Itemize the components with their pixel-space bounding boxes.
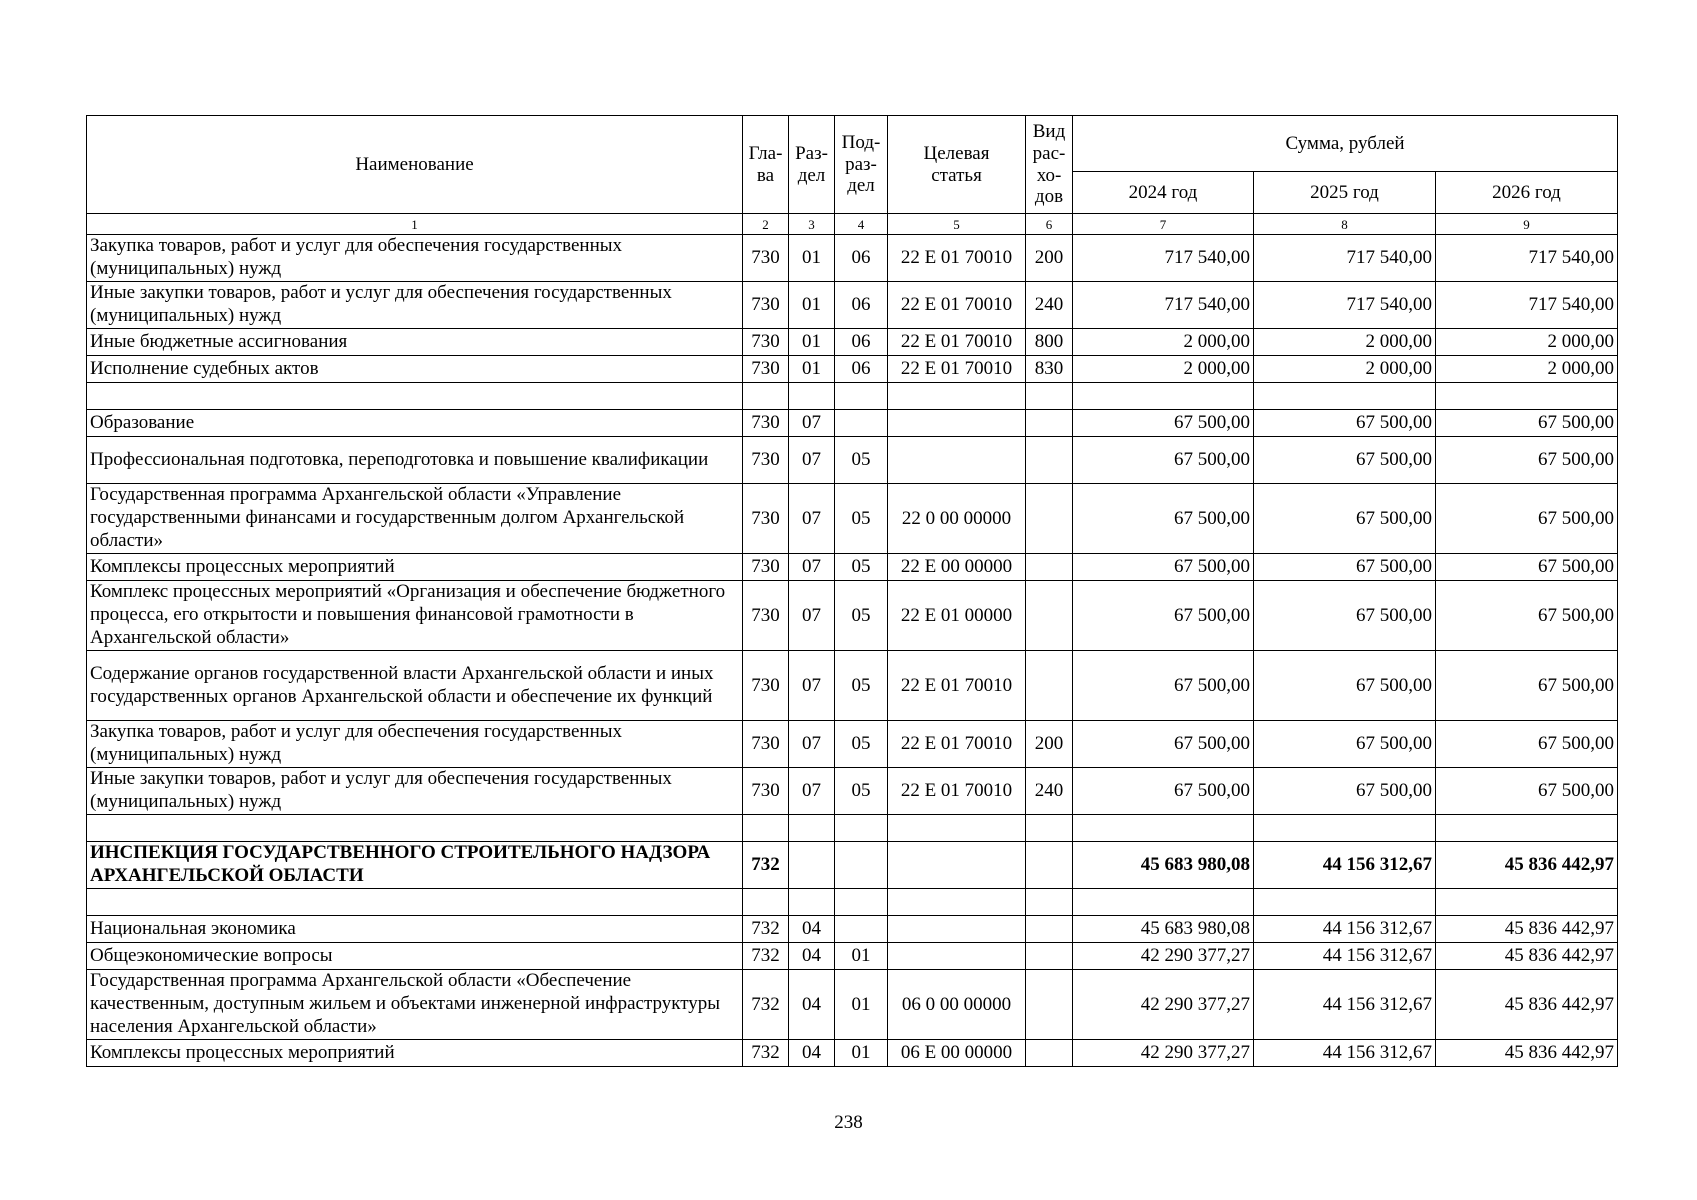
row-section <box>789 383 835 410</box>
row-amount-2025: 44 156 312,67 <box>1254 943 1436 970</box>
row-amount-2025: 44 156 312,67 <box>1254 1040 1436 1067</box>
column-number: 4 <box>835 214 888 235</box>
header-year-2025: 2025 год <box>1254 172 1436 214</box>
row-name: Национальная экономика <box>87 916 743 943</box>
row-section: 07 <box>789 651 835 721</box>
row-subsection: 05 <box>835 484 888 554</box>
row-expense-type: 830 <box>1026 356 1073 383</box>
row-amount-2024: 67 500,00 <box>1073 581 1254 651</box>
row-section: 07 <box>789 484 835 554</box>
row-amount-2026: 45 836 442,97 <box>1436 943 1618 970</box>
row-subsection <box>835 383 888 410</box>
table-row <box>87 842 1618 889</box>
row-section: 01 <box>789 282 835 329</box>
row-amount-2024: 42 290 377,27 <box>1073 1040 1254 1067</box>
row-amount-2026: 67 500,00 <box>1436 437 1618 484</box>
row-subsection: 06 <box>835 235 888 282</box>
row-amount-2024: 67 500,00 <box>1073 484 1254 554</box>
row-chapter: 730 <box>743 282 789 329</box>
header-subsection: Под- раз- дел <box>835 116 888 214</box>
row-target-article <box>888 437 1026 484</box>
row-section: 07 <box>789 554 835 581</box>
column-number: 2 <box>743 214 789 235</box>
row-amount-2026: 717 540,00 <box>1436 282 1618 329</box>
row-amount-2024: 67 500,00 <box>1073 410 1254 437</box>
row-amount-2026 <box>1436 383 1618 410</box>
row-name: Комплексы процессных мероприятий <box>87 1040 743 1067</box>
row-chapter: 730 <box>743 554 789 581</box>
row-expense-type <box>1026 484 1073 554</box>
row-amount-2025: 2 000,00 <box>1254 356 1436 383</box>
row-section: 07 <box>789 721 835 768</box>
row-amount-2026: 67 500,00 <box>1436 651 1618 721</box>
row-subsection: 05 <box>835 437 888 484</box>
row-amount-2024: 67 500,00 <box>1073 437 1254 484</box>
row-chapter: 730 <box>743 437 789 484</box>
row-amount-2025: 67 500,00 <box>1254 410 1436 437</box>
row-target-article <box>888 916 1026 943</box>
table-row <box>87 721 1618 768</box>
page-number: 238 <box>834 1112 863 1133</box>
table-row <box>87 651 1618 721</box>
row-subsection: 05 <box>835 721 888 768</box>
row-target-article: 06 Е 00 00000 <box>888 1040 1026 1067</box>
row-amount-2026 <box>1436 815 1618 842</box>
row-expense-type <box>1026 651 1073 721</box>
row-chapter: 730 <box>743 235 789 282</box>
row-chapter: 730 <box>743 410 789 437</box>
row-section: 04 <box>789 1040 835 1067</box>
row-subsection: 05 <box>835 554 888 581</box>
row-section: 01 <box>789 356 835 383</box>
header-year-2026: 2026 год <box>1436 172 1618 214</box>
column-number-row <box>87 214 1618 235</box>
row-amount-2025 <box>1254 889 1436 916</box>
row-name <box>87 383 743 410</box>
row-amount-2026 <box>1436 889 1618 916</box>
table-row <box>87 768 1618 815</box>
row-target-article <box>888 943 1026 970</box>
row-amount-2026: 2 000,00 <box>1436 356 1618 383</box>
row-expense-type <box>1026 383 1073 410</box>
row-amount-2024 <box>1073 383 1254 410</box>
table-row <box>87 970 1618 1040</box>
row-subsection: 06 <box>835 282 888 329</box>
row-amount-2025: 67 500,00 <box>1254 437 1436 484</box>
column-number: 5 <box>888 214 1026 235</box>
table-row <box>87 943 1618 970</box>
column-number: 8 <box>1254 214 1436 235</box>
row-expense-type <box>1026 410 1073 437</box>
table-row <box>87 581 1618 651</box>
table-header <box>87 116 1618 235</box>
row-subsection: 05 <box>835 651 888 721</box>
row-target-article: 22 Е 01 70010 <box>888 282 1026 329</box>
table-row <box>87 282 1618 329</box>
column-number: 6 <box>1026 214 1073 235</box>
row-name: Закупка товаров, работ и услуг для обеспечения государственных (муниципальных) нужд <box>87 721 743 768</box>
row-target-article: 22 0 00 00000 <box>888 484 1026 554</box>
row-subsection <box>835 889 888 916</box>
row-subsection: 01 <box>835 943 888 970</box>
row-amount-2026: 67 500,00 <box>1436 721 1618 768</box>
row-subsection: 01 <box>835 1040 888 1067</box>
table-row <box>87 410 1618 437</box>
row-expense-type <box>1026 554 1073 581</box>
row-chapter: 730 <box>743 484 789 554</box>
row-target-article: 22 Е 01 70010 <box>888 235 1026 282</box>
table-row <box>87 889 1618 916</box>
row-target-article: 22 Е 01 70010 <box>888 721 1026 768</box>
row-chapter: 732 <box>743 970 789 1040</box>
row-expense-type <box>1026 943 1073 970</box>
row-chapter: 730 <box>743 651 789 721</box>
row-expense-type: 200 <box>1026 721 1073 768</box>
row-target-article: 22 Е 01 70010 <box>888 329 1026 356</box>
row-name: ИНСПЕКЦИЯ ГОСУДАРСТВЕННОГО СТРОИТЕЛЬНОГО НАДЗОРА АРХАНГЕЛЬСКОЙ ОБЛАСТИ <box>87 842 743 889</box>
table-row <box>87 383 1618 410</box>
row-section: 07 <box>789 437 835 484</box>
row-subsection <box>835 815 888 842</box>
row-expense-type <box>1026 889 1073 916</box>
row-amount-2026: 67 500,00 <box>1436 768 1618 815</box>
row-amount-2024: 45 683 980,08 <box>1073 916 1254 943</box>
row-target-article <box>888 383 1026 410</box>
row-expense-type: 200 <box>1026 235 1073 282</box>
row-amount-2024: 2 000,00 <box>1073 356 1254 383</box>
row-expense-type <box>1026 916 1073 943</box>
row-amount-2025: 44 156 312,67 <box>1254 970 1436 1040</box>
row-name: Иные закупки товаров, работ и услуг для обеспечения государственных (муниципальных) нужд <box>87 768 743 815</box>
row-amount-2025: 717 540,00 <box>1254 282 1436 329</box>
table-row <box>87 554 1618 581</box>
row-amount-2026: 45 836 442,97 <box>1436 842 1618 889</box>
table-row <box>87 437 1618 484</box>
table-row <box>87 329 1618 356</box>
row-amount-2024: 45 683 980,08 <box>1073 842 1254 889</box>
row-name: Государственная программа Архангельской области «Управление государственными финансами и государственным долгом Архангельской области» <box>87 484 743 554</box>
table-row <box>87 484 1618 554</box>
table-body <box>87 235 1618 1067</box>
row-chapter: 730 <box>743 581 789 651</box>
row-amount-2024: 717 540,00 <box>1073 235 1254 282</box>
row-amount-2024: 67 500,00 <box>1073 768 1254 815</box>
column-number: 3 <box>789 214 835 235</box>
row-amount-2024 <box>1073 889 1254 916</box>
table-row <box>87 235 1618 282</box>
row-expense-type <box>1026 815 1073 842</box>
row-amount-2024: 67 500,00 <box>1073 721 1254 768</box>
row-amount-2025 <box>1254 815 1436 842</box>
table-row <box>87 815 1618 842</box>
row-amount-2026: 45 836 442,97 <box>1436 916 1618 943</box>
row-amount-2026: 67 500,00 <box>1436 410 1618 437</box>
header-sum: Сумма, рублей <box>1073 116 1618 172</box>
row-chapter: 732 <box>743 916 789 943</box>
row-target-article <box>888 889 1026 916</box>
row-chapter: 732 <box>743 1040 789 1067</box>
row-amount-2025: 2 000,00 <box>1254 329 1436 356</box>
header-chapter: Гла- ва <box>743 116 789 214</box>
row-target-article: 22 Е 01 70010 <box>888 651 1026 721</box>
row-name: Государственная программа Архангельской области «Обеспечение качественным, доступным жильем и объектами инженерной инфраструктуры населения Архангельской области» <box>87 970 743 1040</box>
row-target-article: 22 Е 01 70010 <box>888 356 1026 383</box>
row-name: Комплексы процессных мероприятий <box>87 554 743 581</box>
row-name: Общеэкономические вопросы <box>87 943 743 970</box>
row-amount-2025: 44 156 312,67 <box>1254 842 1436 889</box>
row-amount-2026: 45 836 442,97 <box>1436 970 1618 1040</box>
row-expense-type: 240 <box>1026 768 1073 815</box>
row-name: Закупка товаров, работ и услуг для обеспечения государственных (муниципальных) нужд <box>87 235 743 282</box>
row-amount-2026: 45 836 442,97 <box>1436 1040 1618 1067</box>
row-amount-2025 <box>1254 383 1436 410</box>
row-chapter: 730 <box>743 356 789 383</box>
table-row <box>87 1040 1618 1067</box>
row-amount-2026: 717 540,00 <box>1436 235 1618 282</box>
row-target-article: 22 Е 01 00000 <box>888 581 1026 651</box>
row-name: Содержание органов государственной власти Архангельской области и иных государственных органов Архангельской области и обеспечение их функций <box>87 651 743 721</box>
row-subsection <box>835 916 888 943</box>
row-expense-type: 800 <box>1026 329 1073 356</box>
row-expense-type: 240 <box>1026 282 1073 329</box>
budget-table <box>86 115 1618 1067</box>
row-name: Образование <box>87 410 743 437</box>
row-amount-2024: 2 000,00 <box>1073 329 1254 356</box>
row-subsection <box>835 842 888 889</box>
row-amount-2025: 44 156 312,67 <box>1254 916 1436 943</box>
header-name: Наименование <box>87 116 743 214</box>
row-amount-2026: 67 500,00 <box>1436 554 1618 581</box>
row-subsection: 06 <box>835 329 888 356</box>
row-chapter: 730 <box>743 768 789 815</box>
row-chapter <box>743 815 789 842</box>
column-number: 7 <box>1073 214 1254 235</box>
row-target-article <box>888 815 1026 842</box>
row-section: 04 <box>789 916 835 943</box>
row-amount-2026: 67 500,00 <box>1436 484 1618 554</box>
row-section: 07 <box>789 410 835 437</box>
row-chapter <box>743 383 789 410</box>
row-expense-type <box>1026 437 1073 484</box>
row-amount-2025: 67 500,00 <box>1254 554 1436 581</box>
header-expense-type: Вид рас- хо- дов <box>1026 116 1073 214</box>
row-amount-2025: 67 500,00 <box>1254 484 1436 554</box>
row-target-article: 06 0 00 00000 <box>888 970 1026 1040</box>
row-amount-2024: 67 500,00 <box>1073 651 1254 721</box>
row-section <box>789 842 835 889</box>
row-expense-type <box>1026 842 1073 889</box>
row-chapter: 730 <box>743 721 789 768</box>
row-name: Исполнение судебных актов <box>87 356 743 383</box>
row-amount-2024: 67 500,00 <box>1073 554 1254 581</box>
row-chapter: 732 <box>743 842 789 889</box>
row-subsection: 05 <box>835 581 888 651</box>
row-amount-2025: 717 540,00 <box>1254 235 1436 282</box>
row-name: Иные закупки товаров, работ и услуг для обеспечения государственных (муниципальных) нужд <box>87 282 743 329</box>
row-expense-type <box>1026 970 1073 1040</box>
row-amount-2025: 67 500,00 <box>1254 581 1436 651</box>
row-subsection: 01 <box>835 970 888 1040</box>
row-expense-type <box>1026 1040 1073 1067</box>
row-section: 07 <box>789 768 835 815</box>
column-number: 9 <box>1436 214 1618 235</box>
row-amount-2024: 42 290 377,27 <box>1073 943 1254 970</box>
row-amount-2026: 2 000,00 <box>1436 329 1618 356</box>
row-target-article: 22 Е 01 70010 <box>888 768 1026 815</box>
table-row <box>87 916 1618 943</box>
row-amount-2024: 717 540,00 <box>1073 282 1254 329</box>
row-section <box>789 889 835 916</box>
header-year-2024: 2024 год <box>1073 172 1254 214</box>
header-target-article: Целевая статья <box>888 116 1026 214</box>
row-section: 01 <box>789 235 835 282</box>
row-expense-type <box>1026 581 1073 651</box>
row-chapter: 732 <box>743 943 789 970</box>
row-amount-2026: 67 500,00 <box>1436 581 1618 651</box>
row-name: Иные бюджетные ассигнования <box>87 329 743 356</box>
row-amount-2024: 42 290 377,27 <box>1073 970 1254 1040</box>
row-section: 01 <box>789 329 835 356</box>
row-section <box>789 815 835 842</box>
row-subsection: 05 <box>835 768 888 815</box>
header-section: Раз- дел <box>789 116 835 214</box>
row-amount-2024 <box>1073 815 1254 842</box>
row-target-article: 22 Е 00 00000 <box>888 554 1026 581</box>
row-name: Комплекс процессных мероприятий «Организация и обеспечение бюджетного процесса, его открытости и повышения финансовой грамотности в Архангельской области» <box>87 581 743 651</box>
table-row <box>87 356 1618 383</box>
row-subsection: 06 <box>835 356 888 383</box>
row-section: 07 <box>789 581 835 651</box>
column-number: 1 <box>87 214 743 235</box>
row-section: 04 <box>789 943 835 970</box>
row-amount-2025: 67 500,00 <box>1254 721 1436 768</box>
row-chapter: 730 <box>743 329 789 356</box>
row-amount-2025: 67 500,00 <box>1254 651 1436 721</box>
row-name <box>87 815 743 842</box>
row-section: 04 <box>789 970 835 1040</box>
row-chapter <box>743 889 789 916</box>
row-target-article <box>888 842 1026 889</box>
row-target-article <box>888 410 1026 437</box>
row-name <box>87 889 743 916</box>
row-name: Профессиональная подготовка, переподготовка и повышение квалификации <box>87 437 743 484</box>
row-amount-2025: 67 500,00 <box>1254 768 1436 815</box>
row-subsection <box>835 410 888 437</box>
